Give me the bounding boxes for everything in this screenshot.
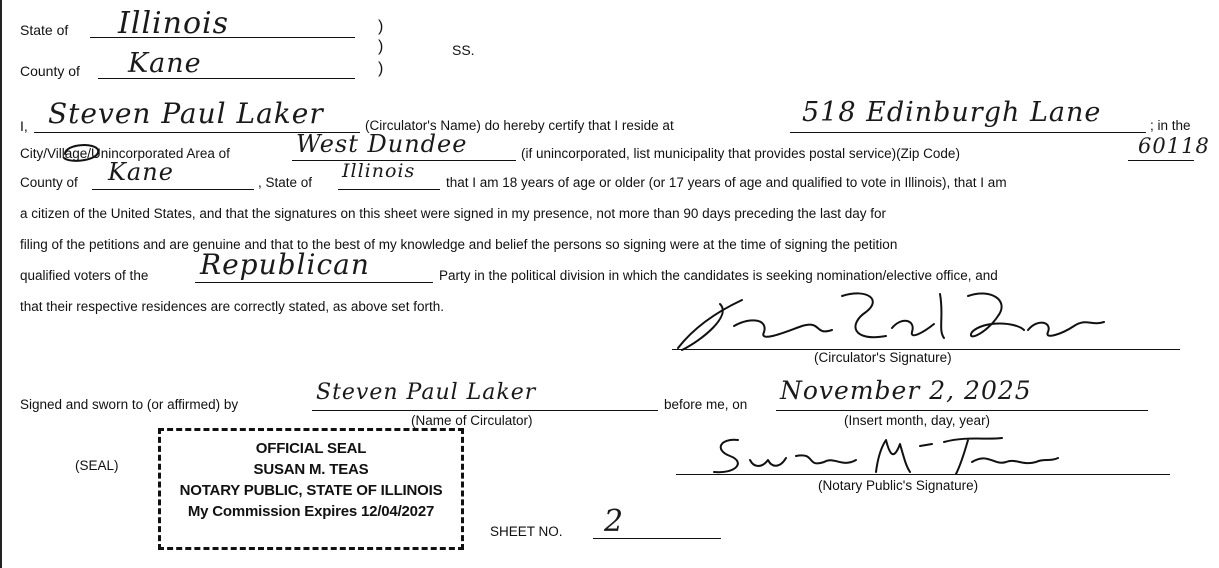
party-name: Republican: [200, 248, 370, 281]
circulator-name-hint: (Circulator's Name) do hereby certify that I reside at: [365, 118, 674, 133]
circulator-name: Steven Paul Laker: [48, 97, 324, 130]
seal-label: (SEAL): [75, 458, 119, 473]
cert-line-6-rest: Party in the political division in which the candidates is seeking nomination/elective office, and: [439, 268, 998, 283]
state2-label: , State of: [258, 175, 313, 190]
sworn-date-underline: [776, 410, 1148, 411]
county-underline: [98, 78, 355, 79]
page-border: [0, 0, 2, 568]
state2-value: Illinois: [342, 160, 416, 182]
notary-signature-label: (Notary Public's Signature): [818, 478, 979, 493]
brace-middle: ): [378, 38, 384, 55]
sheet-number: 2: [604, 504, 625, 539]
county-value: Kane: [128, 48, 202, 79]
notary-signature-line: [676, 474, 1170, 475]
county2-label: County of: [20, 175, 78, 190]
state-label: State of: [20, 22, 69, 38]
zip-code: 60118: [1138, 134, 1210, 158]
sworn-label: Signed and sworn to (or affirmed) by: [20, 397, 239, 412]
before-me-label: before me, on: [664, 397, 748, 412]
stamp-line-2: SUSAN M. TEAS: [253, 461, 369, 478]
brace-top: ): [378, 18, 384, 35]
area-hint: (if unincorporated, list municipality that provides postal service)(Zip Code): [521, 146, 960, 161]
party-underline: [195, 282, 433, 283]
sworn-name-underline: [312, 410, 658, 411]
address-underline: [790, 132, 1146, 133]
stamp-line-3: NOTARY PUBLIC, STATE OF ILLINOIS: [179, 482, 443, 499]
cert-line-3: that I am 18 years of age or older (or 17 years of age and qualified to vote in Illinois), that I am: [446, 175, 1007, 190]
cert-line-6-start: qualified voters of the: [20, 268, 149, 283]
cert-line-4: a citizen of the United States, and that the signatures on this sheet were signed in my presence, not more than 90 days preceding the last day for: [20, 206, 887, 221]
area-label: City/Village/Unincorporated Area of: [20, 146, 230, 161]
residence-address: 518 Edinburgh Lane: [802, 97, 1102, 128]
circulator-signature-label: (Circulator's Signature): [814, 350, 952, 365]
in-the-label: ; in the: [1150, 118, 1191, 133]
county2-underline: [92, 189, 254, 190]
area-value: West Dundee: [296, 130, 468, 158]
sworn-circulator-name: Steven Paul Laker: [316, 380, 537, 405]
state2-underline: [338, 189, 440, 190]
ss-label: SS.: [452, 42, 475, 58]
sworn-date: November 2, 2025: [780, 376, 1032, 405]
village-circle-mark: [61, 140, 101, 166]
county2-value: Kane: [108, 158, 174, 186]
i-label: I,: [20, 118, 28, 134]
stamp-line-4: My Commission Expires 12/04/2027: [187, 503, 435, 520]
date-hint: (Insert month, day, year): [844, 413, 991, 428]
state-underline: [90, 37, 355, 38]
circulator-signature: [672, 286, 1132, 356]
cert-line-5: filing of the petitions and are genuine and that to the best of my knowledge and belief the persons so signing were at the time of signing the petition: [20, 237, 898, 252]
stamp-line-1: OFFICIAL SEAL: [255, 440, 367, 457]
notary-seal-stamp: [158, 428, 464, 550]
state-value: Illinois: [118, 6, 230, 41]
brace-bottom: ): [378, 60, 384, 77]
sheet-no-label: SHEET NO.: [490, 524, 563, 539]
county-label: County of: [20, 63, 80, 79]
zip-underline: [1128, 160, 1194, 161]
cert-line-7: that their respective residences are correctly stated, as above set forth.: [20, 299, 444, 314]
sheet-no-underline: [593, 538, 721, 539]
name-of-circulator-hint: (Name of Circulator): [411, 413, 533, 428]
